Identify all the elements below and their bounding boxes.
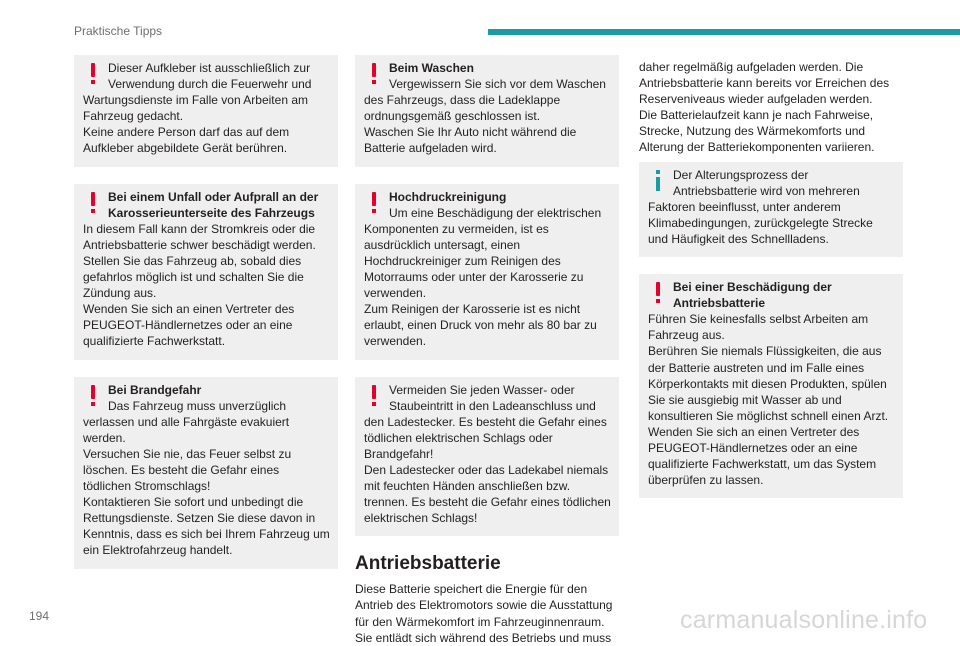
box-title: Beim Waschen (389, 61, 474, 75)
body-paragraph: daher regelmäßig aufgeladen werden. Die Antriebsbatterie kann bereits vor Erreichen des Reserveniveaus wieder aufgeladen werden. (639, 60, 890, 107)
box-paragraph: Vermeiden Sie jeden Wasser- oder Staubeintritt in den Ladeanschluss und den Ladestecker. Es besteht die Gefahr eines tödlichen elektrischen Schlags oder Brandgefahr! (364, 382, 607, 461)
page-number: 194 (29, 609, 50, 623)
box-paragraph: Das Fahrzeug muss unverzüglich verlassen und alle Fahrgäste evakuiert werden. (83, 398, 290, 445)
box-title: Bei Brandgefahr (108, 382, 202, 397)
body-paragraph: Diese Batterie speichert die Energie für den Antrieb des Elektromotors sowie die Ausstattung für den Wärmekomfort im Fahrzeuginnenraum. Sie entlädt sich während des Betriebs und muss (355, 582, 613, 645)
warning-box-fire (74, 377, 338, 569)
warning-box-battery-damage (639, 274, 903, 498)
warning-box-accident (74, 184, 338, 360)
watermark: carmanualsonline.info (680, 606, 928, 634)
box-paragraph: Versuchen Sie nie, das Feuer selbst zu löschen. Es besteht die Gefahr eines tödlichen Stromschlags! (83, 446, 292, 494)
box-paragraph: Um eine Beschädigung der elektrischen Komponenten zu vermeiden, ist es ausdrücklich untersagt, einen Hochdruckreiniger zum Reinigen des Motorraums oder unter der Karosserie zu verwenden. (364, 205, 602, 301)
warning-icon (83, 189, 108, 221)
info-box-battery-aging (639, 162, 903, 257)
box-paragraph: Stellen Sie das Fahrzeug ab, sobald dies gefahrlos möglich ist und schalten Sie die Zündung aus. (83, 253, 304, 301)
box-paragraph: Der Alterungsprozess der Antriebsbatterie wird von mehreren Faktoren beeinflusst, unter anderem Klimabedingungen, zurückgelegte Strecke und Häufigkeit des Schnellladens. (648, 167, 873, 246)
warning-icon (83, 60, 108, 92)
header-title: Praktische Tipps (74, 24, 163, 38)
right-column (639, 59, 903, 515)
box-paragraph: In diesem Fall kann der Stromkreis oder die Antriebsbatterie schwer beschädigt werden. (83, 221, 316, 252)
section-title: Antriebsbatterie (355, 553, 501, 575)
box-paragraph: Führen Sie keinesfalls selbst Arbeiten am Fahrzeug aus. (648, 312, 869, 343)
box-paragraph: Waschen Sie Ihr Auto nicht während die Batterie aufgeladen wird. (364, 125, 577, 156)
warning-icon (364, 189, 389, 221)
left-column (74, 55, 338, 586)
box-title: Bei einer Beschädigung der Antriebsbatterie (673, 280, 832, 311)
warning-icon (364, 60, 389, 92)
body-paragraph: Die Batterielaufzeit kann je nach Fahrweise, Strecke, Nutzung des Wärmekomforts und Alterung der Batteriekomponenten variieren. (639, 108, 875, 155)
box-paragraph: Vergewissern Sie sich vor dem Waschen des Fahrzeugs, dass die Ladeklappe ordnungsgemäß geschlossen ist. (364, 77, 606, 124)
box-title: Hochdruckreinigung (389, 189, 507, 204)
box-paragraph: Kontaktieren Sie sofort und unbedingt die Rettungsdienste. Setzen Sie diese davon in Kenntnis, dass es sich bei Ihrem Fahrzeug um ein Elektrofahrzeug handelt. (83, 495, 330, 558)
box-title: Bei einem Unfall oder Aufprall an der Karosserieunterseite des Fahrzeugs (108, 189, 319, 220)
box-paragraph: Den Ladestecker oder das Ladekabel niemals mit feuchten Händen anschließen bzw. trennen. Es besteht die Gefahr eines tödlichen elektrischen Schlags! (364, 462, 611, 526)
box-paragraph: Berühren Sie niemals Flüssigkeiten, die aus der Batterie austreten und im Falle eines Körperkontakts mit diesen Produkten, spülen Sie sie ausgiebig mit Wasser ab und konsultieren Sie möglichst schnell einen Arzt. (648, 344, 889, 423)
box-paragraph: Keine andere Person darf das auf dem Aufkleber abgebildete Gerät berühren. (83, 125, 290, 156)
warning-icon (83, 382, 108, 414)
header-accent-bar (488, 29, 960, 35)
middle-column (355, 55, 619, 646)
box-paragraph: Wenden Sie sich an einen Vertreter des PEUGEOT-Händlernetzes oder an eine qualifizierte Fachwerkstatt, um das System überprüfen zu lassen. (648, 424, 877, 488)
warning-icon (364, 382, 389, 414)
box-paragraph: Wenden Sie sich an einen Vertreter des PEUGEOT-Händlernetzes oder an eine qualifizierte Fachwerkstatt. (83, 302, 295, 349)
section-body-text (355, 581, 619, 645)
warning-box-pressure-washer (355, 184, 619, 360)
warning-box-washing (355, 55, 619, 167)
box-paragraph: Dieser Aufkleber ist ausschließlich zur Verwendung durch die Feuerwehr und Wartungsdienste im Falle von Arbeiten am Fahrzeug gedacht. (83, 61, 312, 124)
warning-box-firefighter-sticker (74, 55, 338, 167)
box-paragraph: Zum Reinigen der Karosserie ist es nicht erlaubt, einen Druck von mehr als 80 bar zu verwenden. (364, 302, 597, 349)
warning-icon (648, 279, 673, 311)
continued-body-text (639, 59, 903, 156)
warning-box-water-ingress (355, 377, 619, 537)
info-icon (648, 167, 673, 199)
